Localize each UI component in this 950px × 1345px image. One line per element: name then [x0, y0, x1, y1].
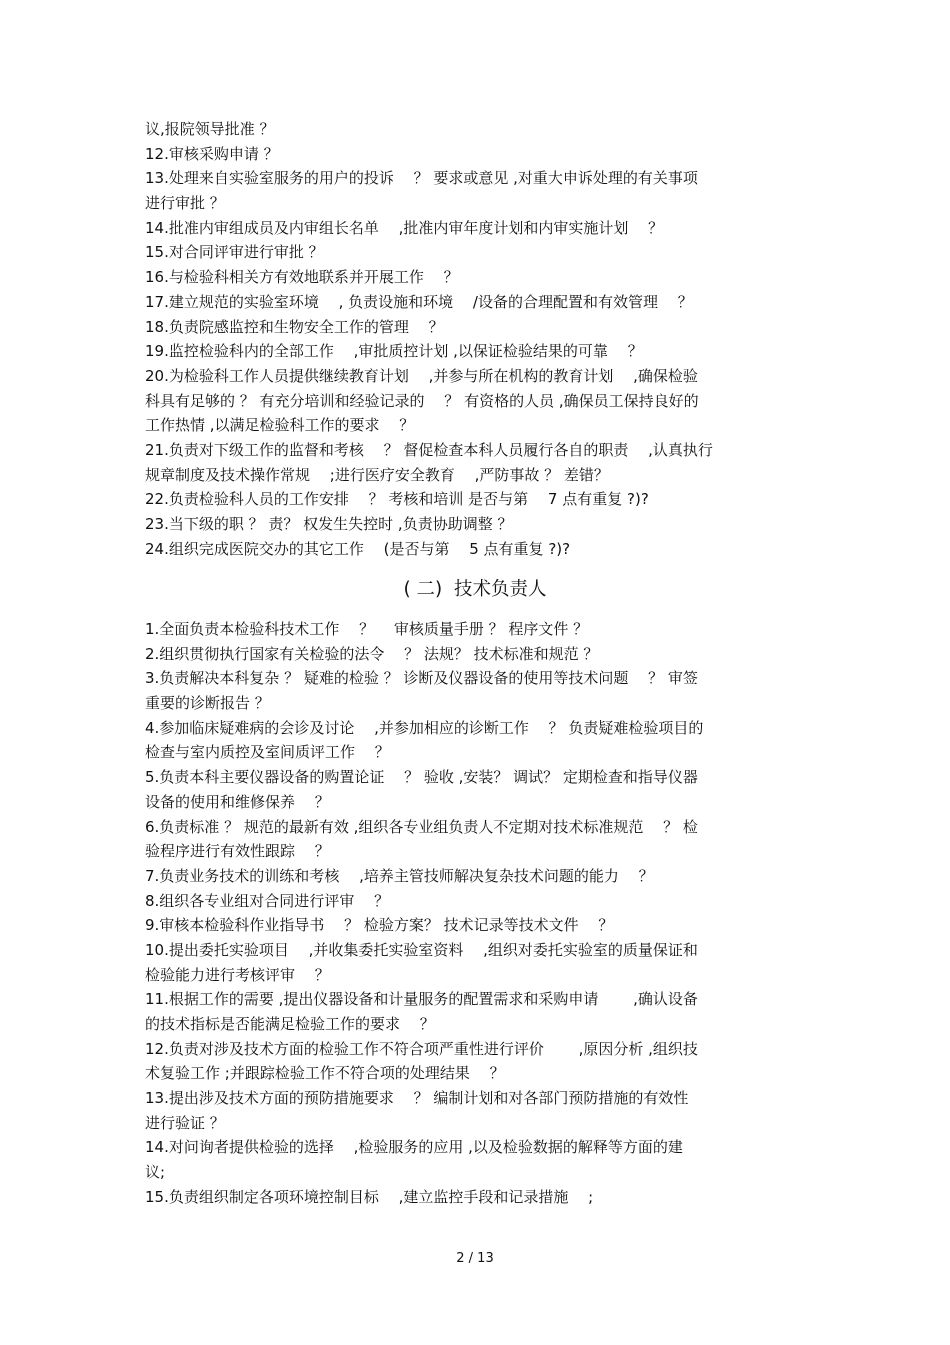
- text-line: 24.组织完成医院交办的其它工作 (是否与第 5 点有重复 ?)?: [145, 539, 571, 558]
- text-line: 规章制度及技术操作常规 ;进行医疗安全教育 ,严防事故 ？ 差错？: [145, 465, 609, 484]
- text-line: 12.负责对涉及技术方面的检验工作不符合项严重性进行评价 ,原因分析 ,组织技: [145, 1039, 698, 1058]
- text-line: 设备的使用和维修保养 ？: [145, 792, 330, 811]
- text-line: 19.监控检验科内的全部工作 ,审批质控计划 ,以保证检验结果的可靠 ？: [145, 342, 643, 361]
- text-line: 15.负责组织制定各项环境控制目标 ,建立监控手段和记录措施 ;: [145, 1187, 594, 1206]
- text-line: 18.负责院感监控和生物安全工作的管理 ？: [145, 317, 444, 336]
- text-line: 15.对合同评审进行审批 ？: [145, 243, 324, 262]
- text-line: 4.参加临床疑难病的会诊及讨论 ,并参加相应的诊断工作 ？ 负责疑难检验项目的: [145, 718, 704, 737]
- text-line: 3.负责解决本科复杂 ？ 疑难的检验 ？ 诊断及仪器设备的使用等技术问题 ？ 审签: [145, 669, 698, 688]
- text-line: 进行验证 ？: [145, 1113, 225, 1132]
- text-line: 检验能力进行考核评审 ？: [145, 965, 330, 984]
- text-line: 2.组织贯彻执行国家有关检验的法令 ？ 法规？ 技术标准和规范 ？: [145, 644, 599, 663]
- page-number: 2 / 13: [456, 1251, 494, 1266]
- text-line: 科具有足够的 ？ 有充分培训和经验记录的 ？ 有资格的人员 ,确保员工保持良好的: [145, 391, 699, 410]
- text-line: 10.提出委托实验项目 ,并收集委托实验室资料 ,组织对委托实验室的质量保证和: [145, 940, 698, 959]
- text-line: 14.对问询者提供检验的选择 ,检验服务的应用 ,以及检验数据的解释等方面的建: [145, 1138, 683, 1157]
- text-line: 14.批准内审组成员及内审组长名单 ,批准内审年度计划和内审实施计划 ？: [145, 218, 664, 237]
- text-line: 5.负责本科主要仪器设备的购置论证 ？ 验收 ,安装？ 调试？ 定期检查和指导仪器: [145, 768, 698, 787]
- text-line: 议,报院领导批准 ？: [145, 120, 275, 138]
- text-line: 进行审批 ？: [145, 194, 225, 213]
- text-line: 13.提出涉及技术方面的预防措施要求 ？ 编制计划和对各部门预防措施的有效性: [145, 1089, 689, 1108]
- text-line: 16.与检验科相关方有效地联系并开展工作 ？: [145, 268, 459, 287]
- text-line: 21.负责对下级工作的监督和考核 ？ 督促检查本科人员履行各自的职责 ,认真执行: [145, 440, 713, 459]
- duty-list-technical-director: [145, 617, 805, 1210]
- text-line: 9.审核本检验科作业指导书 ？ 检验方案？ 技术记录等技术文件 ？: [145, 916, 614, 935]
- text-line: 22.负责检验科人员的工作安排 ？ 考核和培训 是否与第 7 点有重复 ?)?: [145, 490, 649, 509]
- text-line: 7.负责业务技术的训练和考核 ,培养主管技师解决复杂技术问题的能力 ？: [145, 866, 654, 885]
- text-line: 术复验工作 ;并跟踪检验工作不符合项的处理结果 ？: [145, 1064, 505, 1083]
- text-line: 17.建立规范的实验室环境 , 负责设施和环境 /设备的合理配置和有效管理 ？: [145, 292, 693, 311]
- section-heading-technical-director: ( 二) 技术负责人: [403, 579, 547, 600]
- text-line: 的技术指标是否能满足检验工作的要求 ？: [145, 1015, 435, 1033]
- text-line: 11.根据工作的需要 ,提出仪器设备和计量服务的配置需求和采购申请 ,确认设备: [145, 990, 698, 1009]
- text-line: 验程序进行有效性跟踪 ？: [145, 842, 330, 861]
- text-line: 检查与室内质控及室间质评工作 ？: [145, 743, 390, 762]
- text-line: 20.为检验科工作人员提供继续教育计划 ,并参与所在机构的教育计划 ,确保检验: [145, 366, 698, 385]
- text-line: 23.当下级的职 ？ 责？ 权发生失控时 ,负责协助调整 ？: [145, 515, 513, 533]
- text-line: 12.审核采购申请 ？: [145, 144, 279, 163]
- text-line: 议;: [145, 1163, 166, 1182]
- text-line: 工作热情 ,以满足检验科工作的要求 ？: [145, 416, 415, 435]
- text-line: 8.组织各专业组对合同进行评审 ？: [145, 891, 390, 910]
- text-line: 6.负责标准 ？ 规范的最新有效 ,组织各专业组负责人不定期对技术标准规范 ？ 检: [145, 817, 698, 836]
- text-line: 1.全面负责本检验科技术工作 ？ 审核质量手册 ？ 程序文件 ？: [145, 620, 589, 638]
- duty-list-director: [145, 117, 805, 561]
- text-line: 重要的诊断报告 ？: [145, 694, 270, 713]
- text-line: 13.处理来自实验室服务的用户的投诉 ？ 要求或意见 ,对重大申诉处理的有关事项: [145, 169, 698, 188]
